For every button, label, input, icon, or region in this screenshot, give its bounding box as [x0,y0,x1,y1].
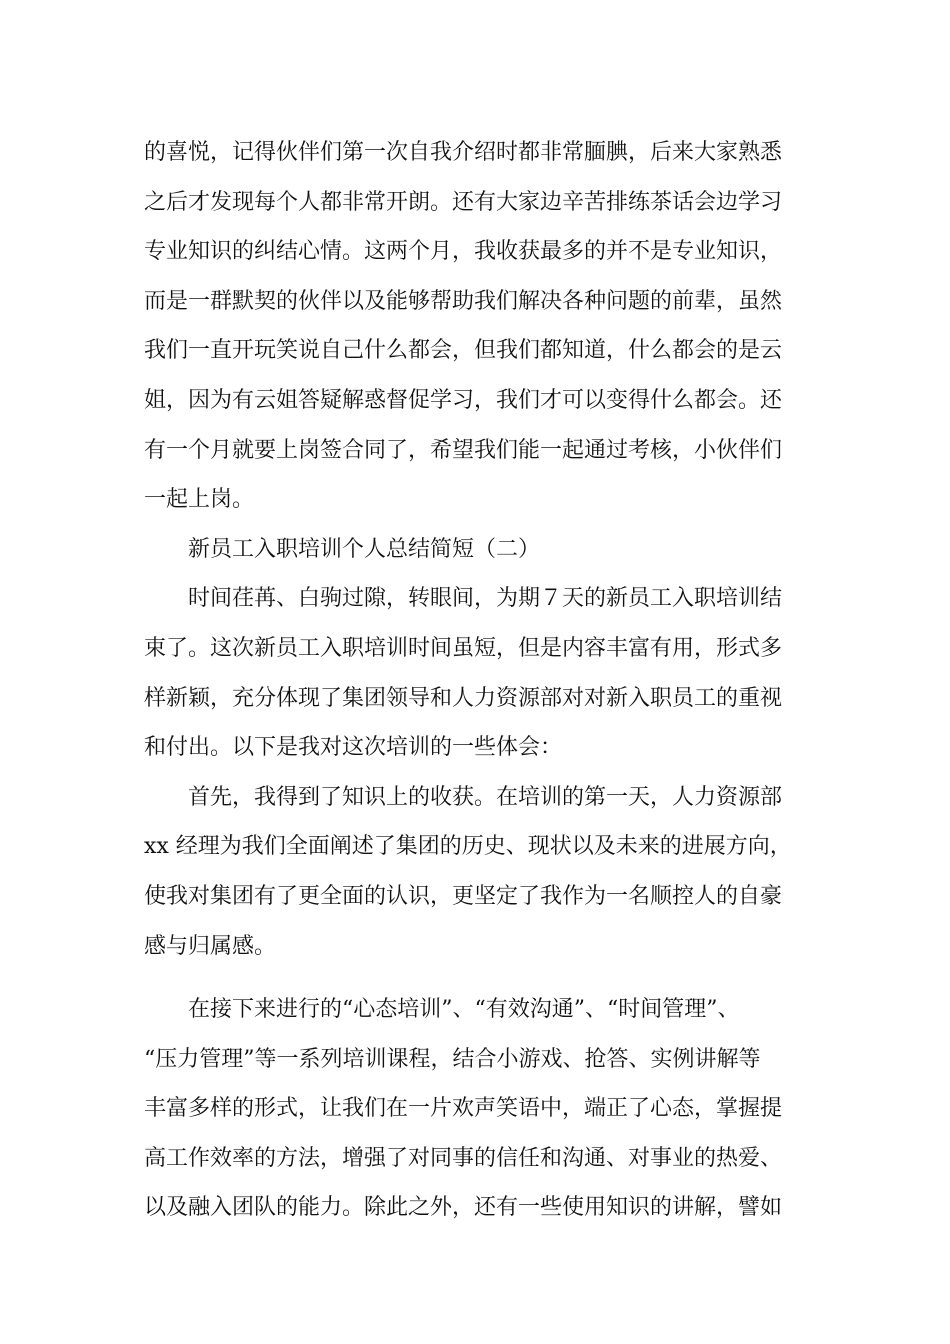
text-line: 专业知识的纠结心情。这两个月，我收获最多的并不是专业知识， [144,239,783,265]
paragraph-gap [144,971,814,985]
section-heading: 新员工入职培训个人总结简短（二） [188,536,541,562]
text-line: 有一个月就要上岗签合同了，希望我们能一起通过考核，小伙伴们 [144,437,783,463]
text-line: 高工作效率的方法，增强了对同事的信任和沟通、对事业的热爱、 [144,1145,783,1171]
text-line: 我们一直开玩笑说自己什么都会，但我们都知道，什么都会的是云 [144,338,783,364]
text-line: 时间荏苒、白驹过隙，转眼间，为期７天的新员工入职培训结 [188,586,783,612]
text-line: 束了。这次新员工入职培训时间虽短，但是内容丰富有用，形式多 [144,635,783,661]
text-line: xx 经理为我们全面阐述了集团的历史、现状以及未来的进展方向， [144,834,792,860]
text-line: “压力管理”等一系列培训课程，结合小游戏、抢答、实例讲解等 [144,1046,761,1072]
text-line: 和付出。以下是我对这次培训的一些体会： [144,735,563,761]
text-line: 在接下来进行的“心态培训”、“有效沟通”、“时间管理”、 [188,997,740,1023]
text-line: 以及融入团队的能力。除此之外，还有一些使用知识的讲解，譬如 [144,1195,783,1221]
text-line: 姐，因为有云姐答疑解惑督促学习，我们才可以变得什么都会。还 [144,387,783,413]
text-line: 的喜悦，记得伙伴们第一次自我介绍时都非常腼腆，后来大家熟悉 [144,140,783,165]
text-line: 首先，我得到了知识上的收获。在培训的第一天，人力资源部 [188,784,783,810]
text-line: 感与归属感。 [144,933,277,959]
text-line: 而是一群默契的伙伴以及能够帮助我们解决各种问题的前辈，虽然 [144,288,783,314]
text-line: 使我对集团有了更全面的认识，更坚定了我作为一名顺控人的自豪 [144,883,783,909]
text-line: 之后才发现每个人都非常开朗。还有大家边辛苦排练茶话会边学习 [144,189,783,215]
text-line: 一起上岗。 [144,487,255,513]
text-line: 样新颖，充分体现了集团领导和人力资源部对对新入职员工的重视 [144,685,783,711]
text-line: 丰富多样的形式，让我们在一片欢声笑语中，端正了心态，掌握提 [144,1096,783,1122]
document-body [144,128,814,1233]
